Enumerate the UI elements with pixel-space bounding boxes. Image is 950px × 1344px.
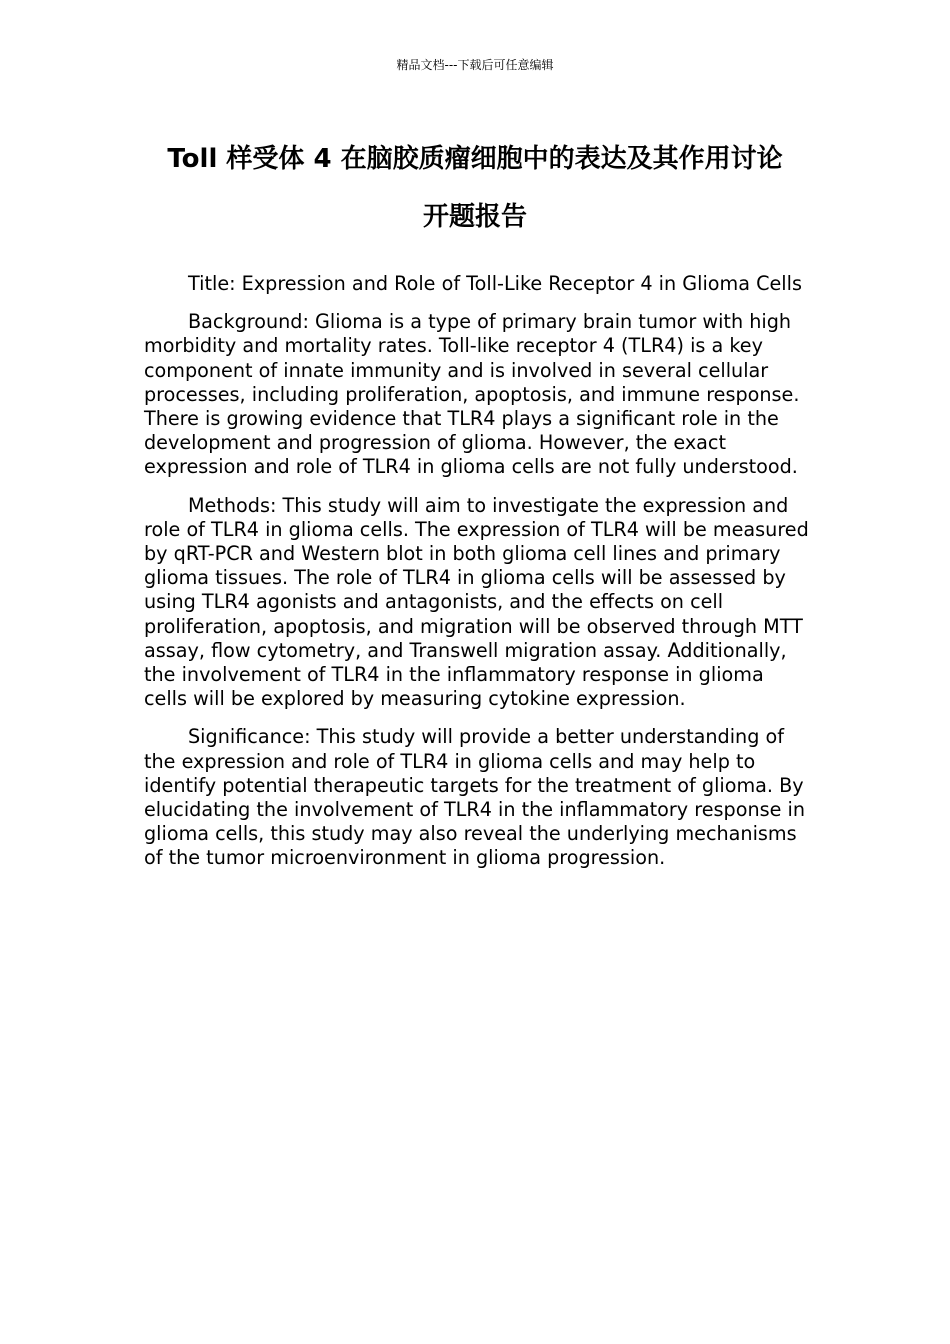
significance-paragraph: Significance: This study will provide a better understanding of the expression and role of TLR4 in glioma cells and may help to identify potential therapeutic targets for the treatment of glioma. By elucidating the involvement of TLR4 in the inflammatory response in glioma cells, this study may also reveal the underlying mechanisms of the tumor microenvironment in glioma progression. [144,725,805,870]
page-header: 精品文档---下载后可任意编辑 [396,58,554,72]
document-title [120,130,830,246]
document-body [144,272,810,885]
document-title-line-1: Toll 样受体 4 在脑胶质瘤细胞中的表达及其作用讨论 [167,144,783,174]
background-paragraph: Background: Glioma is a type of primary brain tumor with high morbidity and mortality rates. Toll-like receptor 4 (TLR4) is a key component of innate immunity and is involved in several cellular processes, including proliferation, apoptosis, and immune response. There is growing evidence that TLR4 plays a significant role in the development and progression of glioma. However, the exact expression and role of TLR4 in glioma cells are not fully understood. [144,310,800,479]
title-paragraph: Title: Expression and Role of Toll-Like Receptor 4 in Glioma Cells [188,272,802,295]
document-title-line-2: 开题报告 [422,202,527,232]
methods-paragraph: Methods: This study will aim to investigate the expression and role of TLR4 in glioma cells. The expression of TLR4 will be measured by qRT-PCR and Western blot in both glioma cell lines and primary glioma tissues. The role of TLR4 in glioma cells will be assessed by using TLR4 agonists and antagonists, and the effects on cell proliferation, apoptosis, and migration will be observed through MTT assay, flow cytometry, and Transwell migration assay. Additionally, the involvement of TLR4 in the inflammatory response in glioma cells will be explored by measuring cytokine expression. [144,493,809,711]
